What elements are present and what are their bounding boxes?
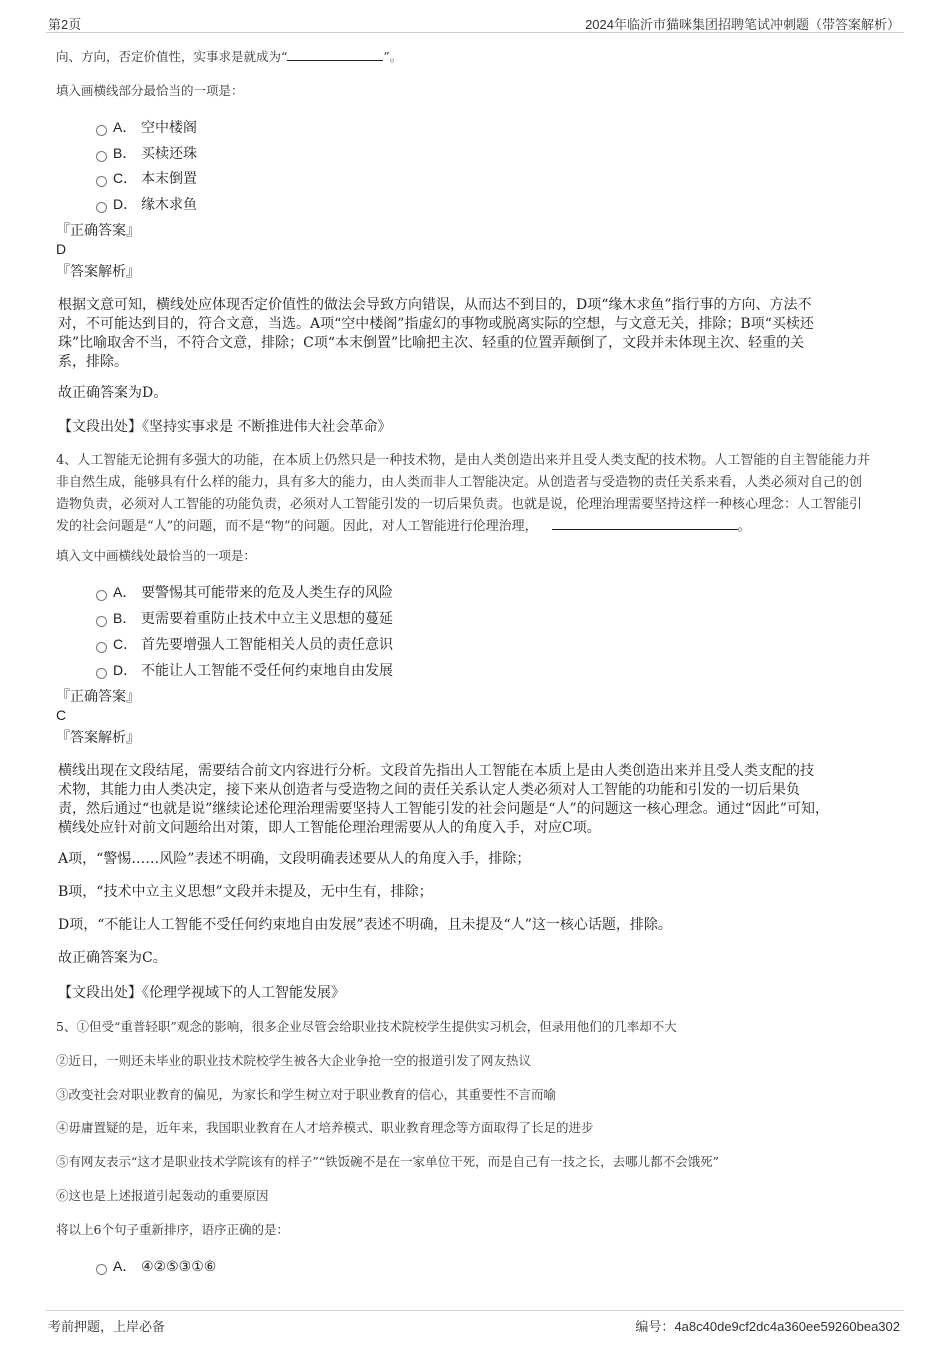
q5-sentence-3: ③改变社会对职业教育的偏见，为家长和学生树立对于职业教育的信心，其重要性不言而喻 bbox=[56, 1087, 557, 1102]
radio-icon[interactable] bbox=[96, 590, 107, 601]
q3-option-c[interactable] bbox=[96, 167, 197, 189]
radio-icon[interactable] bbox=[96, 125, 107, 136]
q4-option-a[interactable] bbox=[96, 581, 393, 603]
q3-option-a[interactable] bbox=[96, 116, 197, 138]
option-text: 缘木求鱼 bbox=[141, 197, 197, 213]
analysis-line: 系，排除。 bbox=[58, 354, 128, 370]
q5-option-a[interactable] bbox=[96, 1255, 216, 1277]
analysis-line: 珠”比喻取舍不当，不符合文意，排除；C项“本末倒置”比喻把主次、轻重的位置弄颠倒了，文段并未体现主次、轻重的关 bbox=[58, 335, 805, 351]
stem-line: 4、人工智能无论拥有多强大的功能，在本质上仍然只是一种技术物，是由人类创造出来并且受人类支配的技术物。人工智能的自主智能能力并 bbox=[56, 453, 871, 468]
q3-stem-continuation bbox=[56, 46, 402, 68]
code-value: 4a8c40de9cf2dc4a360ee59260bea302 bbox=[674, 1319, 900, 1334]
q3-stem-text: 向、方向，否定价值性，实事求是就成为“ bbox=[56, 49, 288, 64]
stem-text: 发的社会问题是“人”的问题，而不是“物”的问题。因此，对人工智能进行伦理治理， bbox=[56, 519, 538, 534]
q3-prompt: 填入画横线部分最恰当的一项是： bbox=[56, 83, 244, 98]
radio-icon[interactable] bbox=[96, 151, 107, 162]
option-text: 空中楼阁 bbox=[141, 120, 197, 136]
option-text: 首先要增强人工智能相关人员的责任意识 bbox=[141, 637, 393, 653]
page-footer bbox=[46, 1310, 904, 1335]
footer-slogan: 考前押题，上岸必备 bbox=[48, 1319, 166, 1334]
q4-answer-label: 『正确答案』 bbox=[56, 689, 140, 705]
option-letter: C． bbox=[113, 170, 138, 186]
q4-conclusion: 故正确答案为C。 bbox=[58, 950, 167, 966]
option-letter: C． bbox=[113, 636, 138, 652]
analysis-line: 横线处应针对前文问题给出对策，即人工智能伦理治理需要从人的角度入手，对应C项。 bbox=[58, 820, 601, 836]
q5-sentence-5: ⑤有网友表示“这才是职业技术学院该有的样子”“铁饭碗不是在一家单位干死，而是自己有一技之长，去哪儿都不会饿死” bbox=[56, 1154, 720, 1169]
q3-stem-end: ”。 bbox=[383, 49, 403, 64]
analysis-line: 术物，其能力由人类决定，接下来从创造者与受造物之间的责任关系认定人类必须对人工智能的功能和引发的一切后果负 bbox=[58, 782, 800, 798]
analysis-line: 横线出现在文段结尾，需要结合前文内容进行分析。文段首先指出人工智能在本质上是由人类创造出来并且受人类支配的技 bbox=[58, 763, 814, 779]
q5-sentence-6: ⑥这也是上述报道引起轰动的重要原因 bbox=[56, 1188, 269, 1203]
option-letter: B． bbox=[113, 145, 137, 161]
q3-source: 【文段出处】《坚持实事求是 不断推进伟大社会革命》 bbox=[58, 419, 392, 435]
q5-sentence-4: ④毋庸置疑的是，近年来，我国职业教育在人才培养模式、职业教育理念等方面取得了长足的进步 bbox=[56, 1120, 594, 1135]
stem-end: 。 bbox=[737, 519, 751, 534]
code-label: 编号： bbox=[635, 1319, 675, 1334]
option-text: 本末倒置 bbox=[141, 171, 197, 187]
q3-option-b[interactable] bbox=[96, 142, 197, 164]
option-text: 不能让人工智能不受任何约束地自由发展 bbox=[141, 663, 393, 679]
stem-line: 非自然生成，能够具有什么样的能力，具有多大的能力，由人类而非人工智能决定。从创造者与受造物的责任关系来看，人类必须对自己的创 bbox=[56, 475, 863, 490]
option-letter: A． bbox=[113, 119, 137, 135]
analysis-line: 责，然后通过“也就是说”继续论述伦理治理需要坚持人工智能引发的社会问题是“人”的问题这一核心理念。通过“因此”可知， bbox=[58, 801, 829, 817]
option-text: ④②⑤③①⑥ bbox=[141, 1259, 217, 1275]
q4-analysis bbox=[58, 762, 829, 838]
q5-sentence-2: ②近日，一则还未毕业的职业技术院校学生被各大企业争抢一空的报道引发了网友热议 bbox=[56, 1053, 532, 1068]
q3-analysis-label: 『答案解析』 bbox=[56, 264, 140, 280]
radio-icon[interactable] bbox=[96, 616, 107, 627]
q4-note-b: B项，“技术中立主义思想”文段并未提及，无中生有，排除； bbox=[58, 884, 433, 900]
q4-note-d: D项，“不能让人工智能不受任何约束地自由发展”表述不明确，且未提及“人”这一核心话题，排除。 bbox=[58, 917, 672, 933]
q3-option-d[interactable] bbox=[96, 193, 197, 215]
q4-option-c[interactable] bbox=[96, 633, 393, 655]
q4-stem bbox=[56, 450, 870, 538]
q5-prompt: 将以上6个句子重新排序，语序正确的是： bbox=[56, 1222, 289, 1237]
q3-blank bbox=[287, 48, 383, 61]
option-letter: D． bbox=[113, 662, 138, 678]
option-letter: A． bbox=[113, 1258, 137, 1274]
q4-option-b[interactable] bbox=[96, 607, 393, 629]
q3-analysis bbox=[58, 296, 814, 372]
document-code bbox=[635, 1316, 900, 1335]
analysis-line: 对，不可能达到目的，符合文意，当选。A项“空中楼阁”指虚幻的事物或脱离实际的空想，与文意无关，排除；B项“买椟还 bbox=[58, 316, 814, 332]
radio-icon[interactable] bbox=[96, 176, 107, 187]
option-text: 买椟还珠 bbox=[141, 146, 197, 162]
stem-line: 造物负责，必须对人工智能的功能负责，必须对人工智能引发的一切后果负责。也就是说，伦理治理需要坚持这样一种核心理念：人工智能引 bbox=[56, 497, 863, 512]
q4-source: 【文段出处】《伦理学视域下的人工智能发展》 bbox=[58, 985, 345, 1001]
stem-line bbox=[56, 516, 870, 538]
option-letter: D． bbox=[113, 196, 138, 212]
analysis-line: 根据文意可知，横线处应体现否定价值性的做法会导致方向错误，从而达不到目的，D项“缘木求鱼”指行事的方向、方法不 bbox=[58, 297, 812, 313]
q4-prompt: 填入文中画横线处最恰当的一项是： bbox=[56, 548, 257, 563]
option-letter: A． bbox=[113, 584, 137, 600]
q3-conclusion: 故正确答案为D。 bbox=[58, 385, 168, 401]
option-letter: B． bbox=[113, 610, 137, 626]
q5-sentence-1: 5、①但受“重普轻职”观念的影响，很多企业尽管会给职业技术院校学生提供实习机会，但录用他们的几率却不大 bbox=[56, 1019, 677, 1034]
document-title: 2024年临沂市猫咪集团招聘笔试冲刺题（带答案解析） bbox=[585, 17, 900, 32]
page-number: 第2页 bbox=[48, 17, 82, 32]
q3-answer: D bbox=[56, 241, 67, 257]
radio-icon[interactable] bbox=[96, 668, 107, 679]
radio-icon[interactable] bbox=[96, 642, 107, 653]
q4-answer: C bbox=[56, 707, 67, 723]
option-text: 更需要着重防止技术中立主义思想的蔓延 bbox=[141, 611, 393, 627]
option-text: 要警惕其可能带来的危及人类生存的风险 bbox=[141, 585, 393, 601]
radio-icon[interactable] bbox=[96, 202, 107, 213]
q4-blank bbox=[552, 517, 738, 530]
page-header bbox=[46, 10, 904, 33]
q3-answer-label: 『正确答案』 bbox=[56, 223, 140, 239]
q4-option-d[interactable] bbox=[96, 659, 393, 681]
q4-analysis-label: 『答案解析』 bbox=[56, 730, 140, 746]
radio-icon[interactable] bbox=[96, 1264, 107, 1275]
q4-note-a: A项，“警惕……风险”表述不明确，文段明确表述要从人的角度入手，排除； bbox=[58, 851, 531, 867]
